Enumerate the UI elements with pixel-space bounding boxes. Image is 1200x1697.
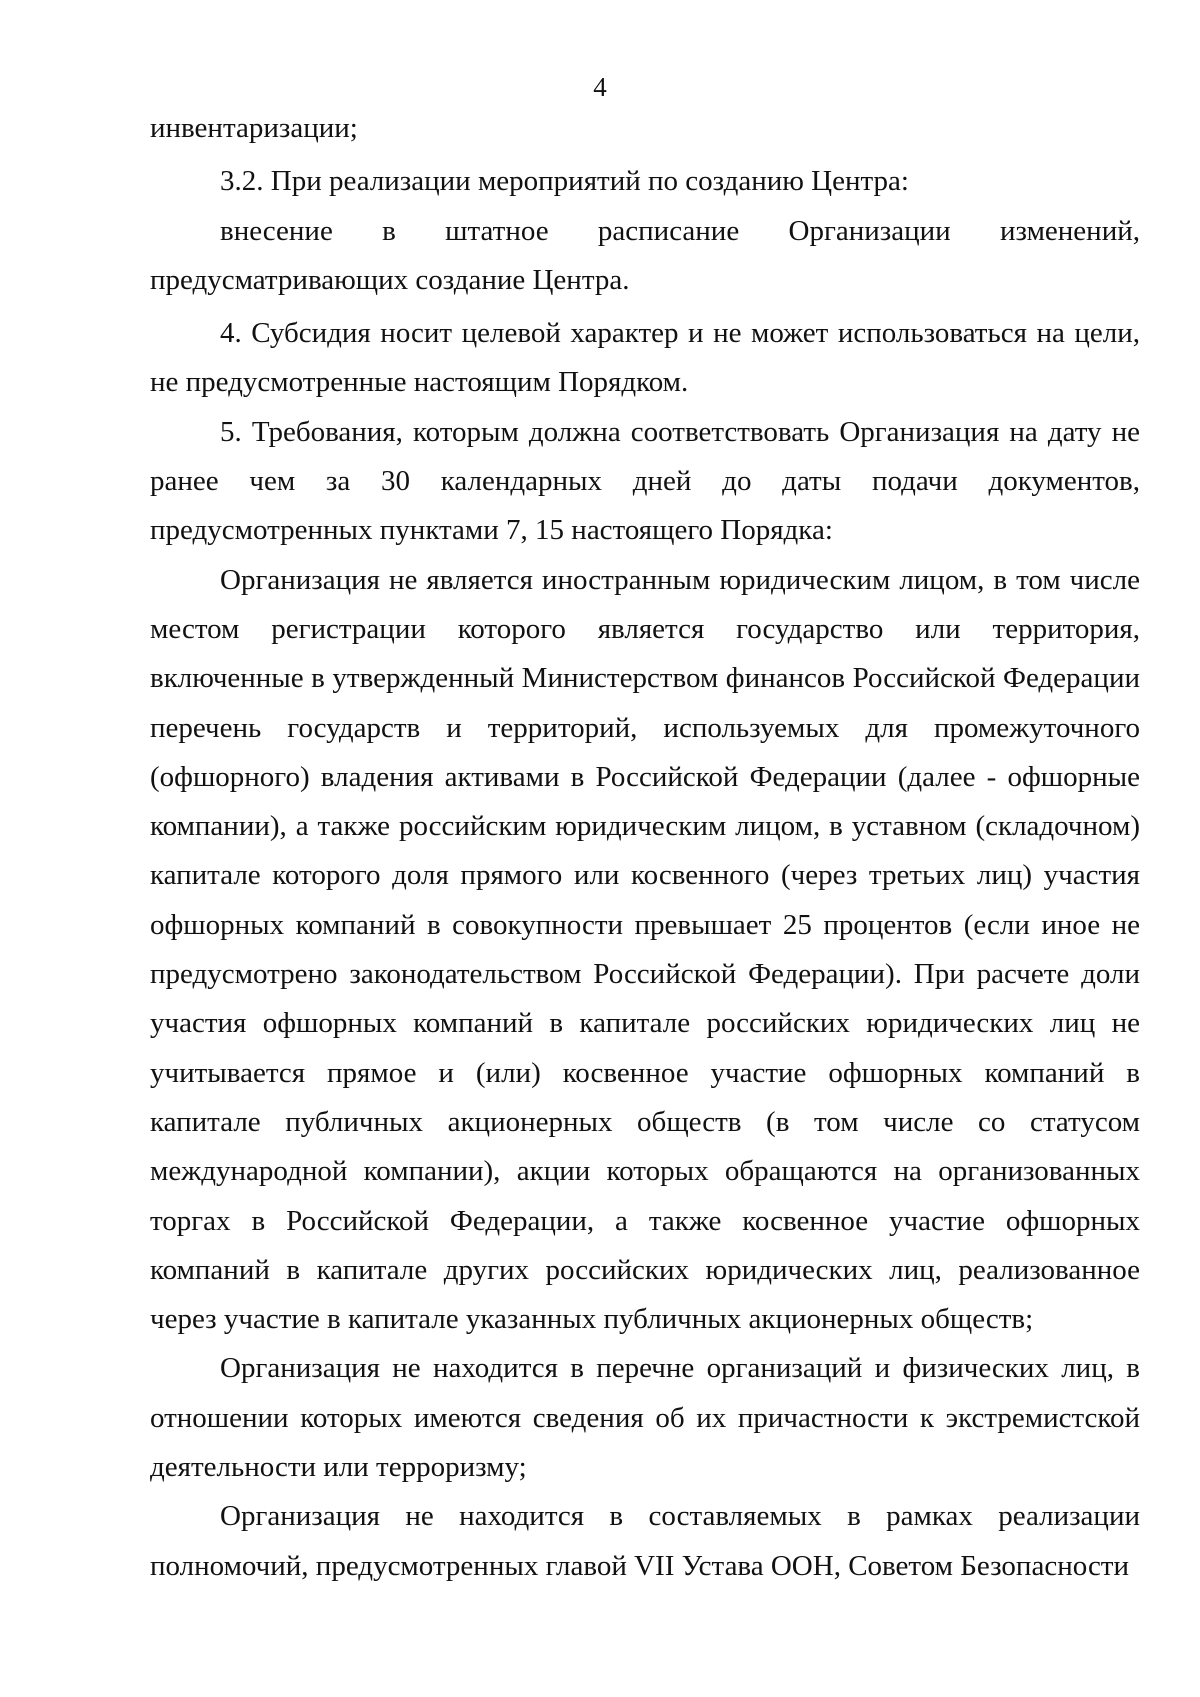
document-body <box>150 104 1140 1591</box>
page-number: 4 <box>593 72 607 102</box>
paragraph-item-5: 5. Требования, которым должна соответствовать Организация на дату не ранее чем за 30 календарных дней до даты подачи документов, предусмотренных пунктами 7, 15 настоящего Порядка: <box>150 415 1140 547</box>
paragraph-staff-schedule: внесение в штатное расписание Организации изменений, предусматривающих создание Центра. <box>150 214 1140 296</box>
paragraph-un-sanctions-requirement: Организация не находится в составляемых в рамках реализации полномочий, предусмотренных главой VII Устава ООН, Советом Безопасности <box>150 1500 1140 1582</box>
paragraph-extremism-requirement: Организация не находится в перечне организаций и физических лиц, в отношении которых имеются сведения об их причастности к экстремистской деятельности или терроризму; <box>150 1352 1140 1484</box>
paragraph-offshore-requirement: Организация не является иностранным юридическим лицом, в том числе местом регистрации которого является государство или территория, включенные в утвержденный Министерством финансов Российской Федерации перечень государств и территорий, используемых для промежуточного (офшорного) владения активами в Российской Федерации (далее - офшорные компании), а также российским юридическим лицом, в уставном (складочном) капитале которого доля прямого или косвенного (через третьих лиц) участия офшорных компаний в совокупности превышает 25 процентов (если иное не предусмотрено законодательством Российской Федерации). При расчете доли участия офшорных компаний в капитале российских юридических лиц не учитывается прямое и (или) косвенное участие офшорных компаний в капитале публичных акционерных обществ (в том числе со статусом международной компании), акции которых обращаются на организованных торгах в Российской Федерации, а также косвенное участие офшорных компаний в капитале других российских юридических лиц, реализованное через участие в капитале указанных публичных акционерных обществ; <box>150 563 1140 1336</box>
paragraph-item-4: 4. Субсидия носит целевой характер и не может использоваться на цели, не предусмотренные настоящим Порядком. <box>150 317 1140 399</box>
paragraph-item-3-2: 3.2. При реализации мероприятий по созданию Центра: <box>220 165 909 198</box>
paragraph-continuation: инвентаризации; <box>150 112 358 144</box>
